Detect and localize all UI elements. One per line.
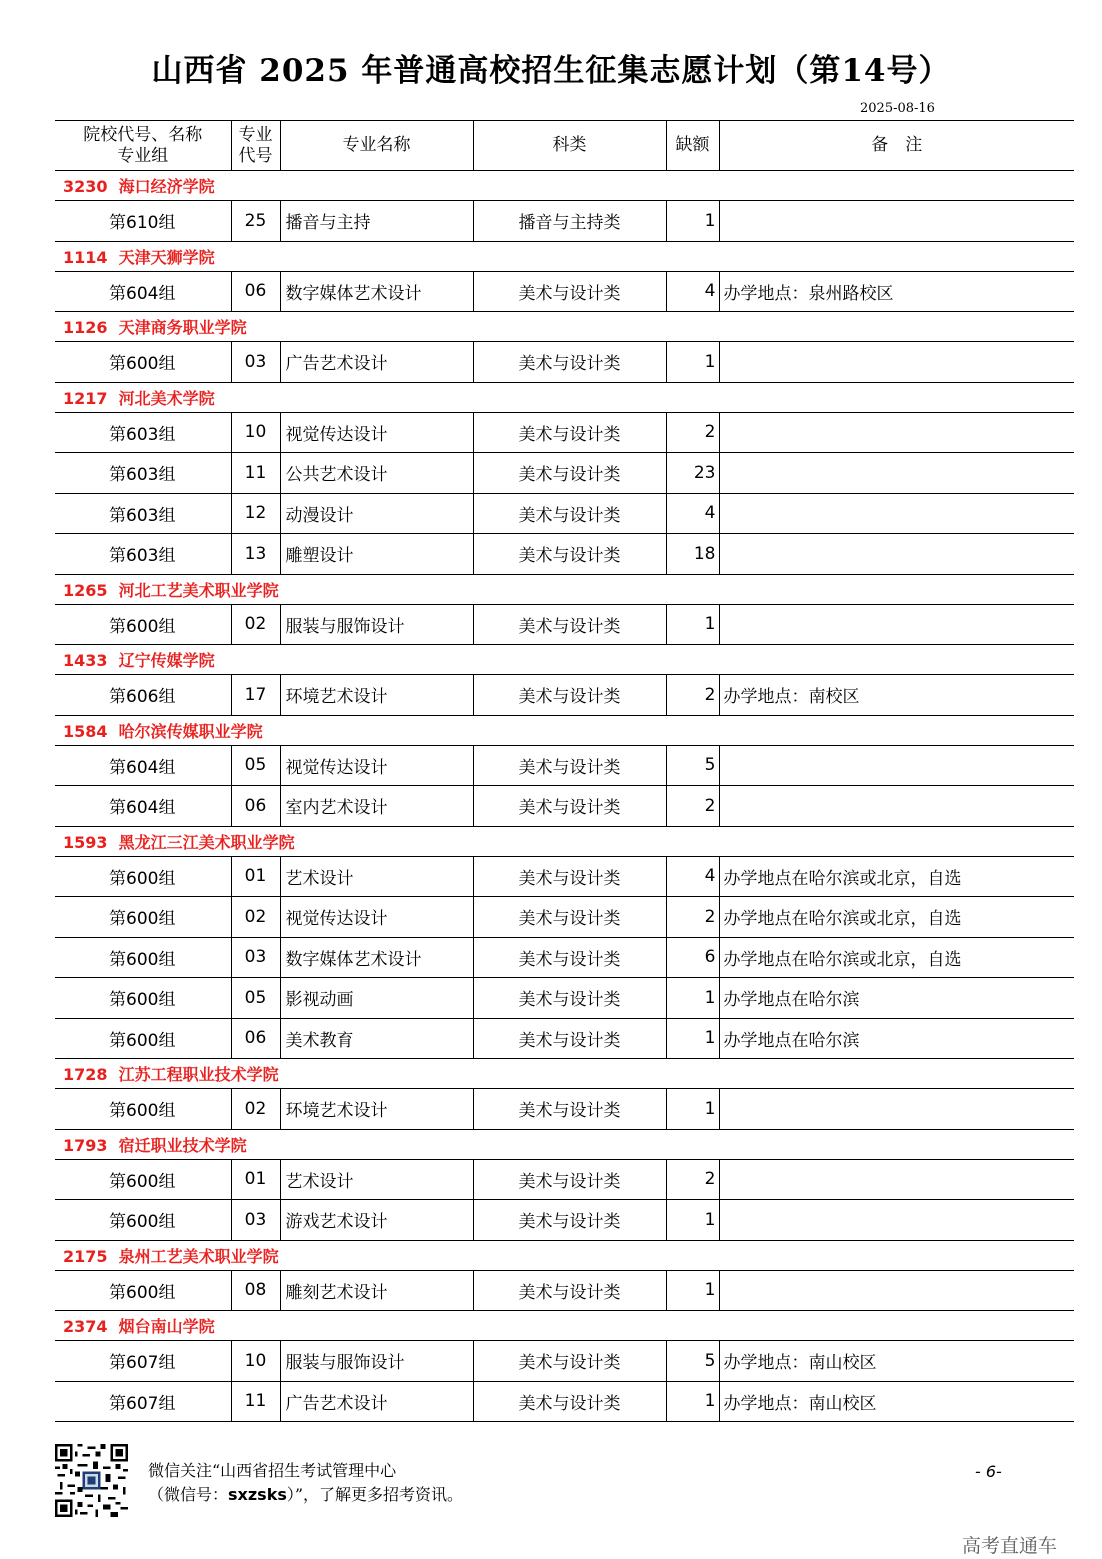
table-row	[55, 453, 1074, 494]
school-row	[55, 1059, 1074, 1089]
school-name: 泉州工艺美术职业学院	[118, 1246, 279, 1266]
remarks	[719, 1089, 1074, 1130]
major-name: 游戏艺术设计	[280, 1200, 473, 1241]
major-group: 第604组	[55, 271, 231, 312]
school-header	[55, 1059, 1074, 1089]
major-group: 第603组	[55, 453, 231, 494]
major-group: 第600组	[55, 604, 231, 645]
table-row	[55, 201, 1074, 242]
category: 美术与设计类	[473, 1200, 666, 1241]
remarks	[719, 453, 1074, 494]
major-group: 第600组	[55, 1018, 231, 1059]
remarks	[719, 1159, 1074, 1200]
vacancy-count: 2	[666, 675, 719, 716]
category: 美术与设计类	[473, 271, 666, 312]
header-major-code-line2: 代号	[238, 145, 273, 166]
table-row	[55, 1018, 1074, 1059]
wechat-id-prefix: （微信号：	[148, 1485, 229, 1504]
remarks	[719, 342, 1074, 383]
major-group: 第607组	[55, 1341, 231, 1382]
major-group: 第604组	[55, 745, 231, 786]
school-code: 1126	[63, 318, 108, 337]
major-name: 广告艺术设计	[280, 342, 473, 383]
major-code: 01	[231, 856, 280, 897]
table-row	[55, 604, 1074, 645]
major-code: 03	[231, 937, 280, 978]
vacancy-count: 5	[666, 745, 719, 786]
category: 美术与设计类	[473, 412, 666, 453]
major-name: 艺术设计	[280, 1159, 473, 1200]
header-major-name: 专业名称	[280, 121, 473, 171]
table-row	[55, 1089, 1074, 1130]
school-code: 1114	[63, 247, 108, 267]
remarks: 办学地点：南山校区	[719, 1341, 1074, 1382]
vacancy-count: 1	[666, 342, 719, 383]
category: 播音与主持类	[473, 201, 666, 242]
school-name: 江苏工程职业技术学院	[118, 1065, 279, 1084]
major-name: 播音与主持	[280, 201, 473, 242]
school-row	[55, 171, 1074, 201]
school-row	[55, 715, 1074, 745]
category: 美术与设计类	[473, 745, 666, 786]
school-code: 2374	[63, 1317, 108, 1336]
major-code: 11	[231, 453, 280, 494]
wechat-qr-code	[55, 1444, 128, 1517]
major-code: 02	[231, 1089, 280, 1130]
table-body	[55, 171, 1074, 1422]
table-row	[55, 493, 1074, 534]
table-row	[55, 745, 1074, 786]
school-name: 辽宁传媒学院	[118, 651, 215, 670]
remarks: 办学地点在哈尔滨或北京，自选	[719, 897, 1074, 938]
category: 美术与设计类	[473, 534, 666, 575]
major-name: 公共艺术设计	[280, 453, 473, 494]
watermark-text: 高考直通车	[962, 1535, 1058, 1557]
school-name: 黑龙江三江美术职业学院	[118, 832, 295, 852]
vacancy-count: 1	[666, 1381, 719, 1422]
school-header	[55, 312, 1074, 342]
table-row	[55, 1341, 1074, 1382]
publish-date: 2025-08-16	[860, 101, 935, 116]
major-group: 第603组	[55, 412, 231, 453]
school-code: 1265	[63, 580, 108, 600]
category: 美术与设计类	[473, 675, 666, 716]
major-group: 第603组	[55, 493, 231, 534]
remarks: 办学地点：南校区	[719, 675, 1074, 716]
category: 美术与设计类	[473, 1270, 666, 1311]
wechat-follow-line2	[148, 1484, 463, 1506]
vacancy-count: 23	[666, 453, 719, 494]
remarks	[719, 534, 1074, 575]
vacancy-count: 1	[666, 604, 719, 645]
category: 美术与设计类	[473, 1381, 666, 1422]
major-name: 服装与服饰设计	[280, 604, 473, 645]
table-header-row	[55, 121, 1074, 171]
major-group: 第600组	[55, 1089, 231, 1130]
major-group: 第600组	[55, 1200, 231, 1241]
remarks: 办学地点在哈尔滨	[719, 978, 1074, 1019]
category: 美术与设计类	[473, 453, 666, 494]
vacancy-count: 1	[666, 1200, 719, 1241]
category: 美术与设计类	[473, 937, 666, 978]
school-row	[55, 574, 1074, 604]
table-row	[55, 1270, 1074, 1311]
major-code: 10	[231, 412, 280, 453]
table-row	[55, 897, 1074, 938]
table-row	[55, 1381, 1074, 1422]
school-name: 哈尔滨传媒职业学院	[118, 721, 263, 741]
remarks	[719, 1200, 1074, 1241]
category: 美术与设计类	[473, 786, 666, 827]
category: 美术与设计类	[473, 1159, 666, 1200]
remarks	[719, 201, 1074, 242]
major-code: 13	[231, 534, 280, 575]
school-row	[55, 1129, 1074, 1159]
major-code: 06	[231, 786, 280, 827]
school-row	[55, 645, 1074, 675]
major-name: 数字媒体艺术设计	[280, 271, 473, 312]
major-name: 视觉传达设计	[280, 412, 473, 453]
vacancy-count: 2	[666, 897, 719, 938]
major-name: 影视动画	[280, 978, 473, 1019]
major-name: 广告艺术设计	[280, 1381, 473, 1422]
school-name: 烟台南山学院	[118, 1317, 215, 1336]
major-name: 室内艺术设计	[280, 786, 473, 827]
school-header	[55, 715, 1074, 745]
major-name: 美术教育	[280, 1018, 473, 1059]
school-row	[55, 1240, 1074, 1270]
major-code: 10	[231, 1341, 280, 1382]
school-name: 宿迁职业技术学院	[118, 1135, 247, 1155]
school-code: 1217	[63, 388, 108, 408]
school-header	[55, 1129, 1074, 1159]
vacancy-count: 2	[666, 786, 719, 827]
major-group: 第600组	[55, 978, 231, 1019]
school-name: 天津商务职业学院	[118, 318, 247, 337]
table-row	[55, 534, 1074, 575]
vacancy-count: 1	[666, 1089, 719, 1130]
major-code: 08	[231, 1270, 280, 1311]
school-header	[55, 1240, 1074, 1270]
vacancy-count: 2	[666, 412, 719, 453]
table-row	[55, 412, 1074, 453]
table-row	[55, 271, 1074, 312]
major-code: 06	[231, 1018, 280, 1059]
major-code: 06	[231, 271, 280, 312]
category: 美术与设计类	[473, 856, 666, 897]
table-row	[55, 937, 1074, 978]
major-name: 数字媒体艺术设计	[280, 937, 473, 978]
vacancy-count: 5	[666, 1341, 719, 1382]
major-code: 03	[231, 342, 280, 383]
category: 美术与设计类	[473, 604, 666, 645]
major-group: 第600组	[55, 897, 231, 938]
remarks: 办学地点：南山校区	[719, 1381, 1074, 1422]
major-group: 第600组	[55, 342, 231, 383]
major-code: 11	[231, 1381, 280, 1422]
table-row	[55, 1159, 1074, 1200]
major-code: 01	[231, 1159, 280, 1200]
table-row	[55, 1200, 1074, 1241]
wechat-follow-line1: 微信关注“山西省招生考试管理中心	[148, 1461, 397, 1480]
vacancy-count: 6	[666, 937, 719, 978]
school-row	[55, 241, 1074, 271]
remarks	[719, 493, 1074, 534]
category: 美术与设计类	[473, 1341, 666, 1382]
header-major-code-line1: 专业	[238, 124, 273, 145]
header-category: 科类	[473, 121, 666, 171]
category: 美术与设计类	[473, 1089, 666, 1130]
major-code: 12	[231, 493, 280, 534]
vacancy-count: 18	[666, 534, 719, 575]
school-row	[55, 826, 1074, 856]
major-group: 第600组	[55, 937, 231, 978]
header-group-label: 专业组	[117, 145, 169, 166]
category: 美术与设计类	[473, 342, 666, 383]
vacancy-count: 4	[666, 493, 719, 534]
school-code: 2175	[63, 1246, 108, 1266]
table-row	[55, 978, 1074, 1019]
major-name: 服装与服饰设计	[280, 1341, 473, 1382]
page-title: 山西省 2025 年普通高校招生征集志愿计划（第14号）	[151, 53, 951, 89]
major-name: 视觉传达设计	[280, 745, 473, 786]
major-name: 视觉传达设计	[280, 897, 473, 938]
major-group: 第600组	[55, 1270, 231, 1311]
major-group: 第610组	[55, 201, 231, 242]
enrollment-plan-table	[55, 120, 1074, 1422]
header-vacancies: 缺额	[666, 121, 719, 171]
school-row	[55, 382, 1074, 412]
major-group: 第604组	[55, 786, 231, 827]
school-header	[55, 171, 1074, 201]
major-name: 雕塑设计	[280, 534, 473, 575]
major-name: 艺术设计	[280, 856, 473, 897]
header-school-label: 院校代号、名称	[83, 124, 203, 145]
major-name: 动漫设计	[280, 493, 473, 534]
school-header	[55, 1311, 1074, 1341]
major-name: 雕刻艺术设计	[280, 1270, 473, 1311]
major-code: 02	[231, 604, 280, 645]
remarks: 办学地点在哈尔滨或北京，自选	[719, 937, 1074, 978]
major-code: 02	[231, 897, 280, 938]
vacancy-count: 1	[666, 201, 719, 242]
remarks: 办学地点：泉州路校区	[719, 271, 1074, 312]
school-code: 1593	[63, 832, 108, 852]
major-group: 第606组	[55, 675, 231, 716]
remarks: 办学地点在哈尔滨或北京，自选	[719, 856, 1074, 897]
major-code: 05	[231, 745, 280, 786]
remarks	[719, 745, 1074, 786]
vacancy-count: 4	[666, 856, 719, 897]
major-name: 环境艺术设计	[280, 675, 473, 716]
school-header	[55, 382, 1074, 412]
category: 美术与设计类	[473, 493, 666, 534]
vacancy-count: 4	[666, 271, 719, 312]
remarks	[719, 786, 1074, 827]
table-row	[55, 786, 1074, 827]
major-name: 环境艺术设计	[280, 1089, 473, 1130]
school-row	[55, 1311, 1074, 1341]
major-code: 05	[231, 978, 280, 1019]
remarks	[719, 412, 1074, 453]
header-major-code	[231, 121, 280, 171]
table-row	[55, 856, 1074, 897]
table-row	[55, 342, 1074, 383]
major-code: 17	[231, 675, 280, 716]
school-code: 1433	[63, 651, 108, 670]
vacancy-count: 1	[666, 1270, 719, 1311]
remarks: 办学地点在哈尔滨	[719, 1018, 1074, 1059]
school-code: 1584	[63, 721, 108, 741]
wechat-id-suffix: ）”，了解更多招考资讯。	[286, 1485, 464, 1504]
major-code: 03	[231, 1200, 280, 1241]
page-number: - 6-	[975, 1462, 1002, 1481]
school-name: 天津天狮学院	[118, 247, 215, 267]
table-row	[55, 675, 1074, 716]
vacancy-count: 2	[666, 1159, 719, 1200]
school-code: 3230	[63, 177, 108, 196]
remarks	[719, 1270, 1074, 1311]
major-code: 25	[231, 201, 280, 242]
school-name: 海口经济学院	[118, 177, 215, 196]
vacancy-count: 1	[666, 978, 719, 1019]
header-remarks: 备 注	[719, 121, 1074, 171]
school-header	[55, 645, 1074, 675]
vacancy-count: 1	[666, 1018, 719, 1059]
major-group: 第600组	[55, 1159, 231, 1200]
category: 美术与设计类	[473, 1018, 666, 1059]
school-row	[55, 312, 1074, 342]
header-school-group	[55, 121, 231, 171]
school-name: 河北工艺美术职业学院	[118, 580, 279, 600]
school-header	[55, 826, 1074, 856]
major-group: 第607组	[55, 1381, 231, 1422]
school-header	[55, 574, 1074, 604]
major-group: 第603组	[55, 534, 231, 575]
school-code: 1728	[63, 1065, 108, 1084]
remarks	[719, 604, 1074, 645]
wechat-id: sxzsks	[228, 1485, 287, 1504]
school-code: 1793	[63, 1135, 108, 1155]
category: 美术与设计类	[473, 897, 666, 938]
school-name: 河北美术学院	[118, 388, 215, 408]
major-group: 第600组	[55, 856, 231, 897]
school-header	[55, 241, 1074, 271]
category: 美术与设计类	[473, 978, 666, 1019]
